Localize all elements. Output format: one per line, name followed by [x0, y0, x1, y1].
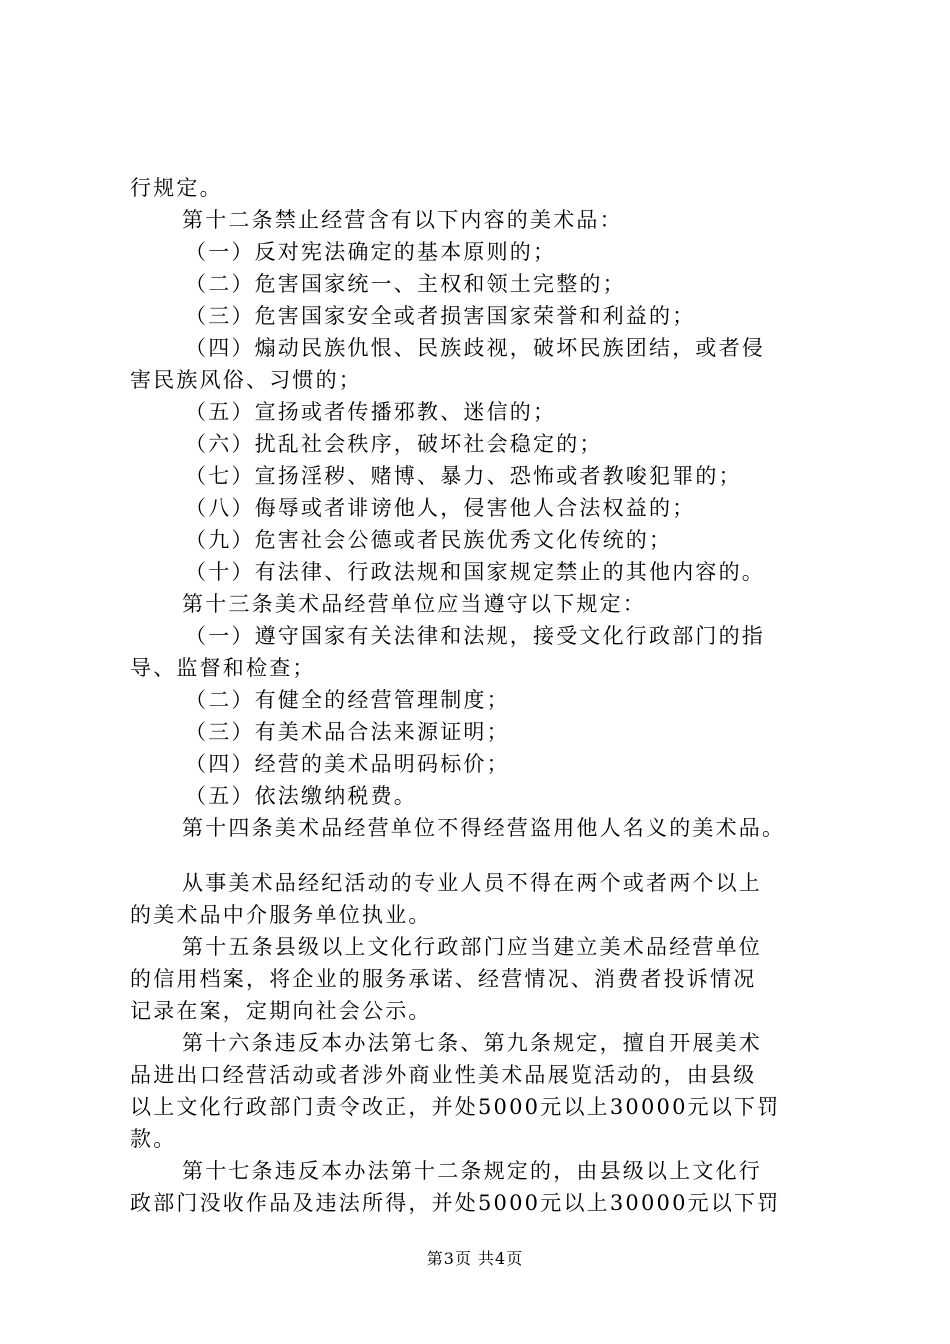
- text-line: 行规定。: [130, 176, 223, 200]
- text-line: 导、监督和检查；: [130, 656, 316, 680]
- text-line: （六）扰乱社会秩序，破坏社会稳定的；: [185, 432, 603, 456]
- text-line: （二）危害国家统一、主权和领土完整的；: [185, 272, 626, 296]
- text-line: 第十五条县级以上文化行政部门应当建立美术品经营单位: [182, 935, 762, 959]
- text-line: 第十六条违反本办法第七条、第九条规定，擅自开展美术: [182, 1031, 762, 1055]
- text-line: 第十二条禁止经营含有以下内容的美术品：: [182, 208, 623, 232]
- text-line: 款。: [130, 1127, 177, 1151]
- text-line: （四）经营的美术品明码标价；: [185, 752, 510, 776]
- document-body: [130, 172, 830, 1219]
- text-line: （九）危害社会公德或者民族优秀文化传统的；: [185, 528, 673, 552]
- text-line: 政部门没收作品及违法所得，并处5000元以上30000元以下罚: [130, 1191, 781, 1215]
- text-line: （五）依法缴纳税费。: [185, 784, 417, 808]
- text-line: （三）有美术品合法来源证明；: [185, 720, 510, 744]
- text-line: 第十四条美术品经营单位不得经营盗用他人名义的美术品。: [182, 816, 786, 840]
- text-line: （十）有法律、行政法规和国家规定禁止的其他内容的。: [185, 560, 765, 584]
- text-line: （八）侮辱或者诽谤他人，侵害他人合法权益的；: [185, 496, 696, 520]
- text-line: 的美术品中介服务单位执业。: [130, 903, 432, 927]
- text-line: 害民族风俗、习惯的；: [130, 368, 362, 392]
- page-footer: 第3页 共4页: [426, 1249, 524, 1268]
- text-line: 第十三条美术品经营单位应当遵守以下规定：: [182, 592, 646, 616]
- text-line: 的信用档案，将企业的服务承诺、经营情况、消费者投诉情况: [130, 967, 757, 991]
- blank-line: [130, 844, 830, 867]
- text-line: 品进出口经营活动或者涉外商业性美术品展览活动的，由县级: [130, 1063, 757, 1087]
- text-line: 从事美术品经纪活动的专业人员不得在两个或者两个以上: [182, 871, 762, 895]
- text-line: （四）煽动民族仇恨、民族歧视，破坏民族团结，或者侵: [185, 336, 765, 360]
- text-line: （五）宣扬或者传播邪教、迷信的；: [185, 400, 557, 424]
- text-line: （三）危害国家安全或者损害国家荣誉和利益的；: [185, 304, 696, 328]
- text-line: 第十七条违反本办法第十二条规定的，由县级以上文化行: [182, 1159, 762, 1183]
- text-line: 以上文化行政部门责令改正，并处5000元以上30000元以下罚: [130, 1095, 781, 1119]
- text-line: （七）宣扬淫秽、赌博、暴力、恐怖或者教唆犯罪的；: [185, 464, 742, 488]
- text-line: （一）遵守国家有关法律和法规，接受文化行政部门的指: [185, 624, 765, 648]
- text-line: （二）有健全的经营管理制度；: [185, 688, 510, 712]
- text-line: 记录在案，定期向社会公示。: [130, 999, 432, 1023]
- text-line: （一）反对宪法确定的基本原则的；: [185, 240, 557, 264]
